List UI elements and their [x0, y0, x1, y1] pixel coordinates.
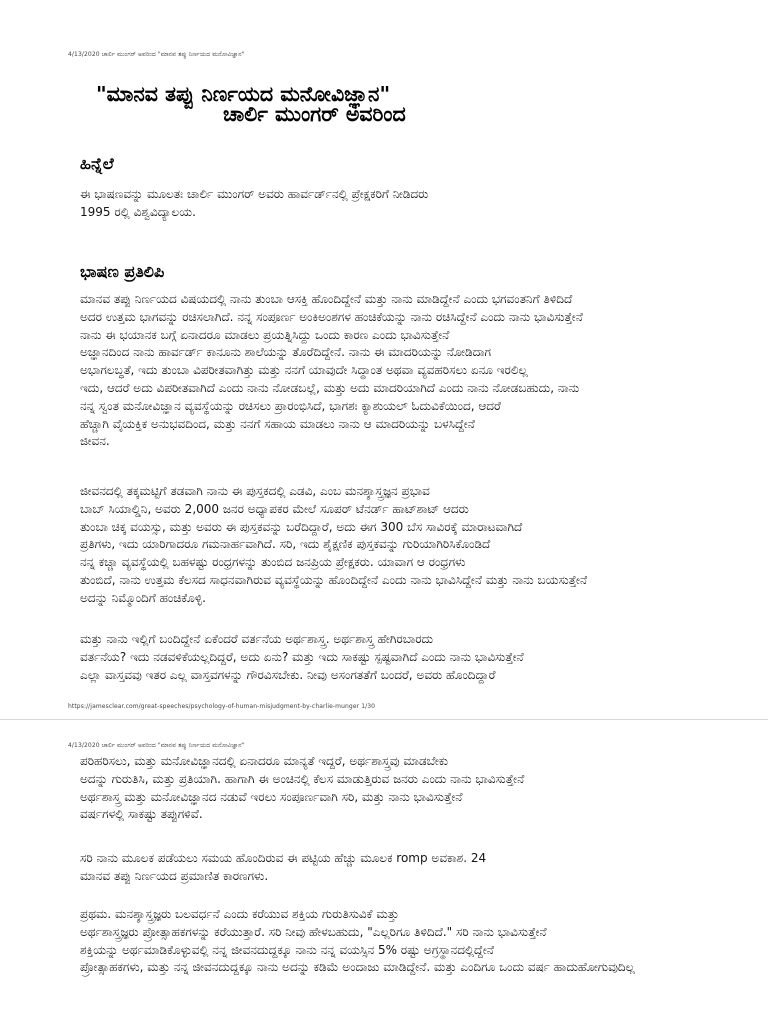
text-line: ಅದನ್ನು ಗುರುತಿಸಿ, ಮತ್ತು ಪ್ರತಿಯಾಗಿ. ಹಾಗಾಗಿ ಈ ಅಂಚಿನಲ್ಲಿ ಕೆಲಸ ಮಾಡುತ್ತಿರುವ ಜನರು ಎಂದು ನಾನು ಭಾವಿಸುತ್ತೇನೆ — [80, 771, 525, 786]
title-line-2: ಚಾರ್ಲಿ ಮುಂಗರ್ ಅವರಿಂದ — [223, 102, 406, 126]
document-title — [96, 84, 406, 124]
text-line: ಅಭಾಗಲಬ್ಧತೆ, ಇದು ತುಂಬಾ ವಿಪರೀತವಾಗಿತ್ತು ಮತ್ತು ನನಗೆ ಯಾವುದೇ ಸಿದ್ಧಾಂತ ಅಥವಾ ವ್ಯವಹರಿಸಲು ಏನೂ ಇರಲಿಲ್ಲ — [80, 363, 528, 378]
text-line: ಪರಿಹರಿಸಲು, ಮತ್ತು ಮನೋವಿಜ್ಞಾನದಲ್ಲಿ ಏನಾದರೂ ಮಾನ್ಯತೆ ಇದ್ದರೆ, ಅರ್ಥಶಾಸ್ತ್ರವು ಮಾಡಬೇಕು — [80, 754, 449, 768]
text-line: ವರ್ತನೆಯ? ಇದು ನಡವಳಿಕೆಯಲ್ಲದಿದ್ದರೆ, ಅದು ಏನು? ಮತ್ತು ಇದು ಸಾಕಷ್ಟು ಸ್ಪಷ್ಟವಾಗಿದೆ ಎಂದು ನಾನು ಭಾವಿಸುತ್ತೇನೆ — [80, 649, 524, 664]
text-line: ಅರ್ಥಶಾಸ್ತ್ರ ಮತ್ತು ಮನೋವಿಜ್ಞಾನದ ನಡುವೆ ಇರಲು ಸಂಪೂರ್ಣವಾಗಿ ಸರಿ, ಮತ್ತು ನಾನು ಭಾವಿಸುತ್ತೇನೆ — [80, 789, 463, 804]
text-line: ಪ್ರಥಮ. ಮನಶ್ಶಾಸ್ತ್ರಜ್ಞರು ಬಲವರ್ಧನೆ ಎಂದು ಕರೆಯುವ ಶಕ್ತಿಯ ಗುರುತಿಸುವಿಕೆ ಮತ್ತು — [80, 907, 399, 921]
text-line: ತುಂಬಿದೆ, ನಾನು ಉತ್ತಮ ಕೆಲಸದ ಸಾಧನವಾಗಿರುವ ವ್ಯವಸ್ಥೆಯನ್ನು ಹೊಂದಿದ್ದೇನೆ ಎಂದು ನಾನು ಭಾವಿಸಿದ್ದೇನೆ ಮತ್ತು ನಾನು ಬಯಸುತ್ತೇನೆ — [80, 572, 588, 587]
text-line: ಅದರ ಉತ್ತಮ ಭಾಗವನ್ನು ರಚಿಸಲಾಗಿದೆ. ನನ್ನ ಸಂಪೂರ್ಣ ಅಂಕಿಅಂಶಗಳ ಹಂಚಿಕೆಯನ್ನು ನಾನು ರಚಿಸಿದ್ದೇನೆ ಎಂದು ನಾನು ಭಾವಿಸುತ್ತೇನೆ — [80, 309, 583, 324]
text-line: ಶಕ್ತಿಯನ್ನು ಅರ್ಥಮಾಡಿಕೊಳ್ಳುವಲ್ಲಿ ನನ್ನ ಜೀವನದುದ್ದಕ್ಕೂ ನಾನು ನನ್ನ ವಯಸ್ಸಿನ 5% ರಷ್ಟು ಅಗ್ರಸ್ಥಾನದಲ್ಲಿದ್ದೇನೆ — [80, 942, 494, 957]
text-line: ಬಾಬ್ ಸಿಯಾಲ್ಡಿನಿ, ಅವರು 2,000 ಜನರ ಅಧ್ಯಾಪಕರ ಮೇಲೆ ಸೂಪರ್ ಟೆನರ್ಡ್ ಹಾಟ್‌ಶಾಟ್ ಆದರು — [80, 501, 469, 516]
text-line: ಅಜ್ಞಾನದಿಂದ ನಾನು ಹಾರ್ವರ್ಡ್ ಕಾನೂನು ಶಾಲೆಯನ್ನು ತೊರೆದಿದ್ದೇನೆ. ನಾನು ಈ ಮಾದರಿಯನ್ನು ನೋಡಿದಾಗ — [80, 345, 492, 360]
transcript-paragraph — [80, 483, 768, 608]
text-line: ಮಾನವ ತಪ್ಪು ನಿರ್ಣಯದ ಪ್ರಮಾಣಿತ ಕಾರಣಗಳು. — [80, 868, 269, 883]
page-2 — [0, 720, 768, 1024]
text-line: ಸರಿ ನಾನು ಮೂಲಕ ಪಡೆಯಲು ಸಮಯ ಹೊಂದಿರುವ ಈ ಪಟ್ಟಿಯ ಹೆಚ್ಚು ಮೂಲಕ romp ಅವಕಾಶ. 24 — [80, 851, 487, 865]
transcript-paragraph — [80, 906, 768, 977]
text-line: ಮತ್ತು ನಾನು ಇಲ್ಲಿಗೆ ಬಂದಿದ್ದೇನೆ ಏಕೆಂದರೆ ವರ್ತನೆಯ ಅರ್ಥಶಾಸ್ತ್ರ. ಅರ್ಥಶಾಸ್ತ್ರ ಹೇಗಿರಬಾರದು — [80, 632, 434, 646]
transcript-paragraph — [80, 631, 768, 684]
text-line: ಅದನ್ನು ನಿಮ್ಮೊಂದಿಗೆ ಹಂಚಿಕೊಳ್ಳಿ. — [80, 590, 206, 605]
transcript-paragraph — [80, 291, 768, 451]
text-line: ಈ ಭಾಷಣವನ್ನು ಮೂಲತಃ ಚಾರ್ಲಿ ಮುಂಗರ್ ಅವರು ಹಾರ್ವರ್ಡ್‌ನಲ್ಲಿ ಪ್ರೇಕ್ಷಕರಿಗೆ ನೀಡಿದರು — [80, 187, 429, 201]
text-line: ನಾನು ಈ ಭಯಾನಕ ಬಗ್ಗೆ ಏನಾದರೂ ಮಾಡಲು ಪ್ರಯತ್ನಿಸಿದ್ದು ಒಂದು ಕಾರಣ ಎಂದು ಭಾವಿಸುತ್ತೇನೆ — [80, 327, 450, 342]
text-line: ಪ್ರತಿಗಳು, ಇದು ಯಾರಿಗಾದರೂ ಗಮನಾರ್ಹವಾಗಿದೆ. ಸರಿ, ಇದು ಶೈಕ್ಷಣಿಕ ಪುಸ್ತಕವನ್ನು ಗುರಿಯಾಗಿರಿಸಿಕೊಂಡಿದೆ — [80, 537, 491, 552]
text-line: ವರ್ಷಗಳಲ್ಲಿ ಸಾಕಷ್ಟು ತಪ್ಪುಗಳಿವೆ. — [80, 807, 203, 822]
background-heading: ಹಿನ್ನೆಲೆ — [80, 154, 114, 173]
text-line: ಎಲ್ಲಾ ವಾಸ್ತವವು ಇತರ ಎಲ್ಲ ವಾಸ್ತವಗಳನ್ನು ಗೌರವಿಸಬೇಕು. ನೀವು ಅಸಂಗತತೆಗೆ ಬಂದರೆ, ಅವರು ಹೊಂದಿದ್ದಾರೆ — [80, 667, 496, 682]
text-line: ನನ್ನ ಸ್ವಂತ ಮನೋವಿಜ್ಞಾನ ವ್ಯವಸ್ಥೆಯನ್ನು ರಚಿಸಲು ಪ್ರಾರಂಭಿಸಿದೆ, ಭಾಗಶಃ ಕ್ಯಾಶುಯಲ್ ಓದುವಿಕೆಯಿಂದ, ಆದರೆ — [80, 398, 501, 413]
text-line: ಜೀವನ. — [80, 434, 110, 449]
text-line: ತುಂಬಾ ಚಿಕ್ಕ ವಯಸ್ಸು, ಮತ್ತು ಅವರು ಈ ಪುಸ್ತಕವನ್ನು ಬರೆದಿದ್ದಾರೆ, ಅದು ಈಗ 300 ಬೆಸ ಸಾವಿರಕ್ಕೆ ಮಾರಾಟವಾಗಿದೆ — [80, 519, 523, 534]
title-line-1: "ಮಾನವ ತಪ್ಪು ನಿರ್ಣಯದ ಮನೋವಿಜ್ಞಾನ" — [96, 82, 391, 106]
page-footer-url: https://jamesclear.com/great-speeches/psychology-of-human-misjudgment-by-charlie-munger 1/30 — [68, 703, 376, 710]
text-line: ಇದು, ಆದರೆ ಅದು ವಿಪರೀತವಾಗಿದೆ ಎಂದು ನಾನು ನೋಡಬಲ್ಲೆ, ಮತ್ತು ಅದು ಮಾದರಿಯಾಗಿದೆ ಎಂದು ನಾನು ನೋಡಬಹುದು, ನಾನು — [80, 380, 580, 395]
text-line: ಪ್ರೋತ್ಸಾಹಕಗಳು, ಮತ್ತು ನನ್ನ ಜೀವನದುದ್ದಕ್ಕೂ ನಾನು ಅದನ್ನು ಕಡಿಮೆ ಅಂದಾಜು ಮಾಡಿದ್ದೇನೆ. ಮತ್ತು ಎಂದಿಗೂ ಒಂದು ವರ್ಷ ಹಾದುಹೋಗುವುದಿಲ್ಲ — [80, 960, 635, 975]
text-line: ಮಾನವ ತಪ್ಪು ನಿರ್ಣಯದ ವಿಷಯದಲ್ಲಿ ನಾನು ತುಂಬಾ ಆಸಕ್ತಿ ಹೊಂದಿದ್ದೇನೆ ಮತ್ತು ನಾನು ಮಾಡಿದ್ದೇನೆ ಎಂದು ಭಗವಂತನಿಗೆ ತಿಳಿದಿದೆ — [80, 292, 573, 306]
text-line: 1995 ರಲ್ಲಿ ವಿಶ್ವವಿದ್ಯಾಲಯ. — [80, 204, 196, 219]
text-line: ನನ್ನ ಕಚ್ಚಾ ವ್ಯವಸ್ಥೆಯಲ್ಲಿ ಬಹಳಷ್ಟು ರಂಧ್ರಗಳನ್ನು ತುಂಬಿದ ಜನಪ್ರಿಯ ಪ್ರೇಕ್ಷಕರು. ಯಾವಾಗ ಆ ರಂಧ್ರಗಳು — [80, 555, 466, 570]
transcript-heading: ಭಾಷಣ ಪ್ರತಿಲಿಪಿ — [80, 262, 165, 281]
text-line: ಜೀವನದಲ್ಲಿ ತಕ್ಕಮಟ್ಟಿಗೆ ತಡವಾಗಿ ನಾನು ಈ ಪುಸ್ತಕದಲ್ಲಿ ಎಡವಿ, ಎಂಬ ಮನಶ್ಶಾಸ್ತ್ರಜ್ಞನ ಪ್ರಭಾವ — [80, 484, 430, 498]
background-paragraph — [80, 186, 768, 222]
text-line: ಅರ್ಥಶಾಸ್ತ್ರಜ್ಞರು ಪ್ರೋತ್ಸಾಹಕಗಳನ್ನು ಕರೆಯುತ್ತಾರೆ. ಸರಿ ನೀವು ಹೇಳಬಹುದು, "ಎಲ್ಲರಿಗೂ ತಿಳಿದಿದೆ." ಸರಿ ನಾನು ಭಾವಿಸುತ್ತೇನೆ — [80, 924, 547, 939]
page-header-meta: 4/13/2020 ಚಾರ್ಲಿ ಮುಂಗರ್ ಅವರಿಂದ "ಮಾನವ ತಪ್ಪು ನಿರ್ಣಯದ ಮನೋವಿಜ್ಞಾನ" — [68, 742, 245, 749]
transcript-paragraph — [80, 850, 768, 886]
text-line: ಹೆಚ್ಚಾಗಿ ವೈಯಕ್ತಿಕ ಅನುಭವದಿಂದ, ಮತ್ತು ನನಗೆ ಸಹಾಯ ಮಾಡಲು ನಾನು ಆ ಮಾದರಿಯನ್ನು ಬಳಸಿದ್ದೇನೆ — [80, 416, 475, 431]
page-header-meta: 4/13/2020 ಚಾರ್ಲಿ ಮುಂಗರ್ ಅವರಿಂದ "ಮಾನವ ತಪ್ಪು ನಿರ್ಣಯದ ಮನೋವಿಜ್ಞಾನ" — [68, 51, 245, 58]
transcript-paragraph — [80, 753, 768, 824]
